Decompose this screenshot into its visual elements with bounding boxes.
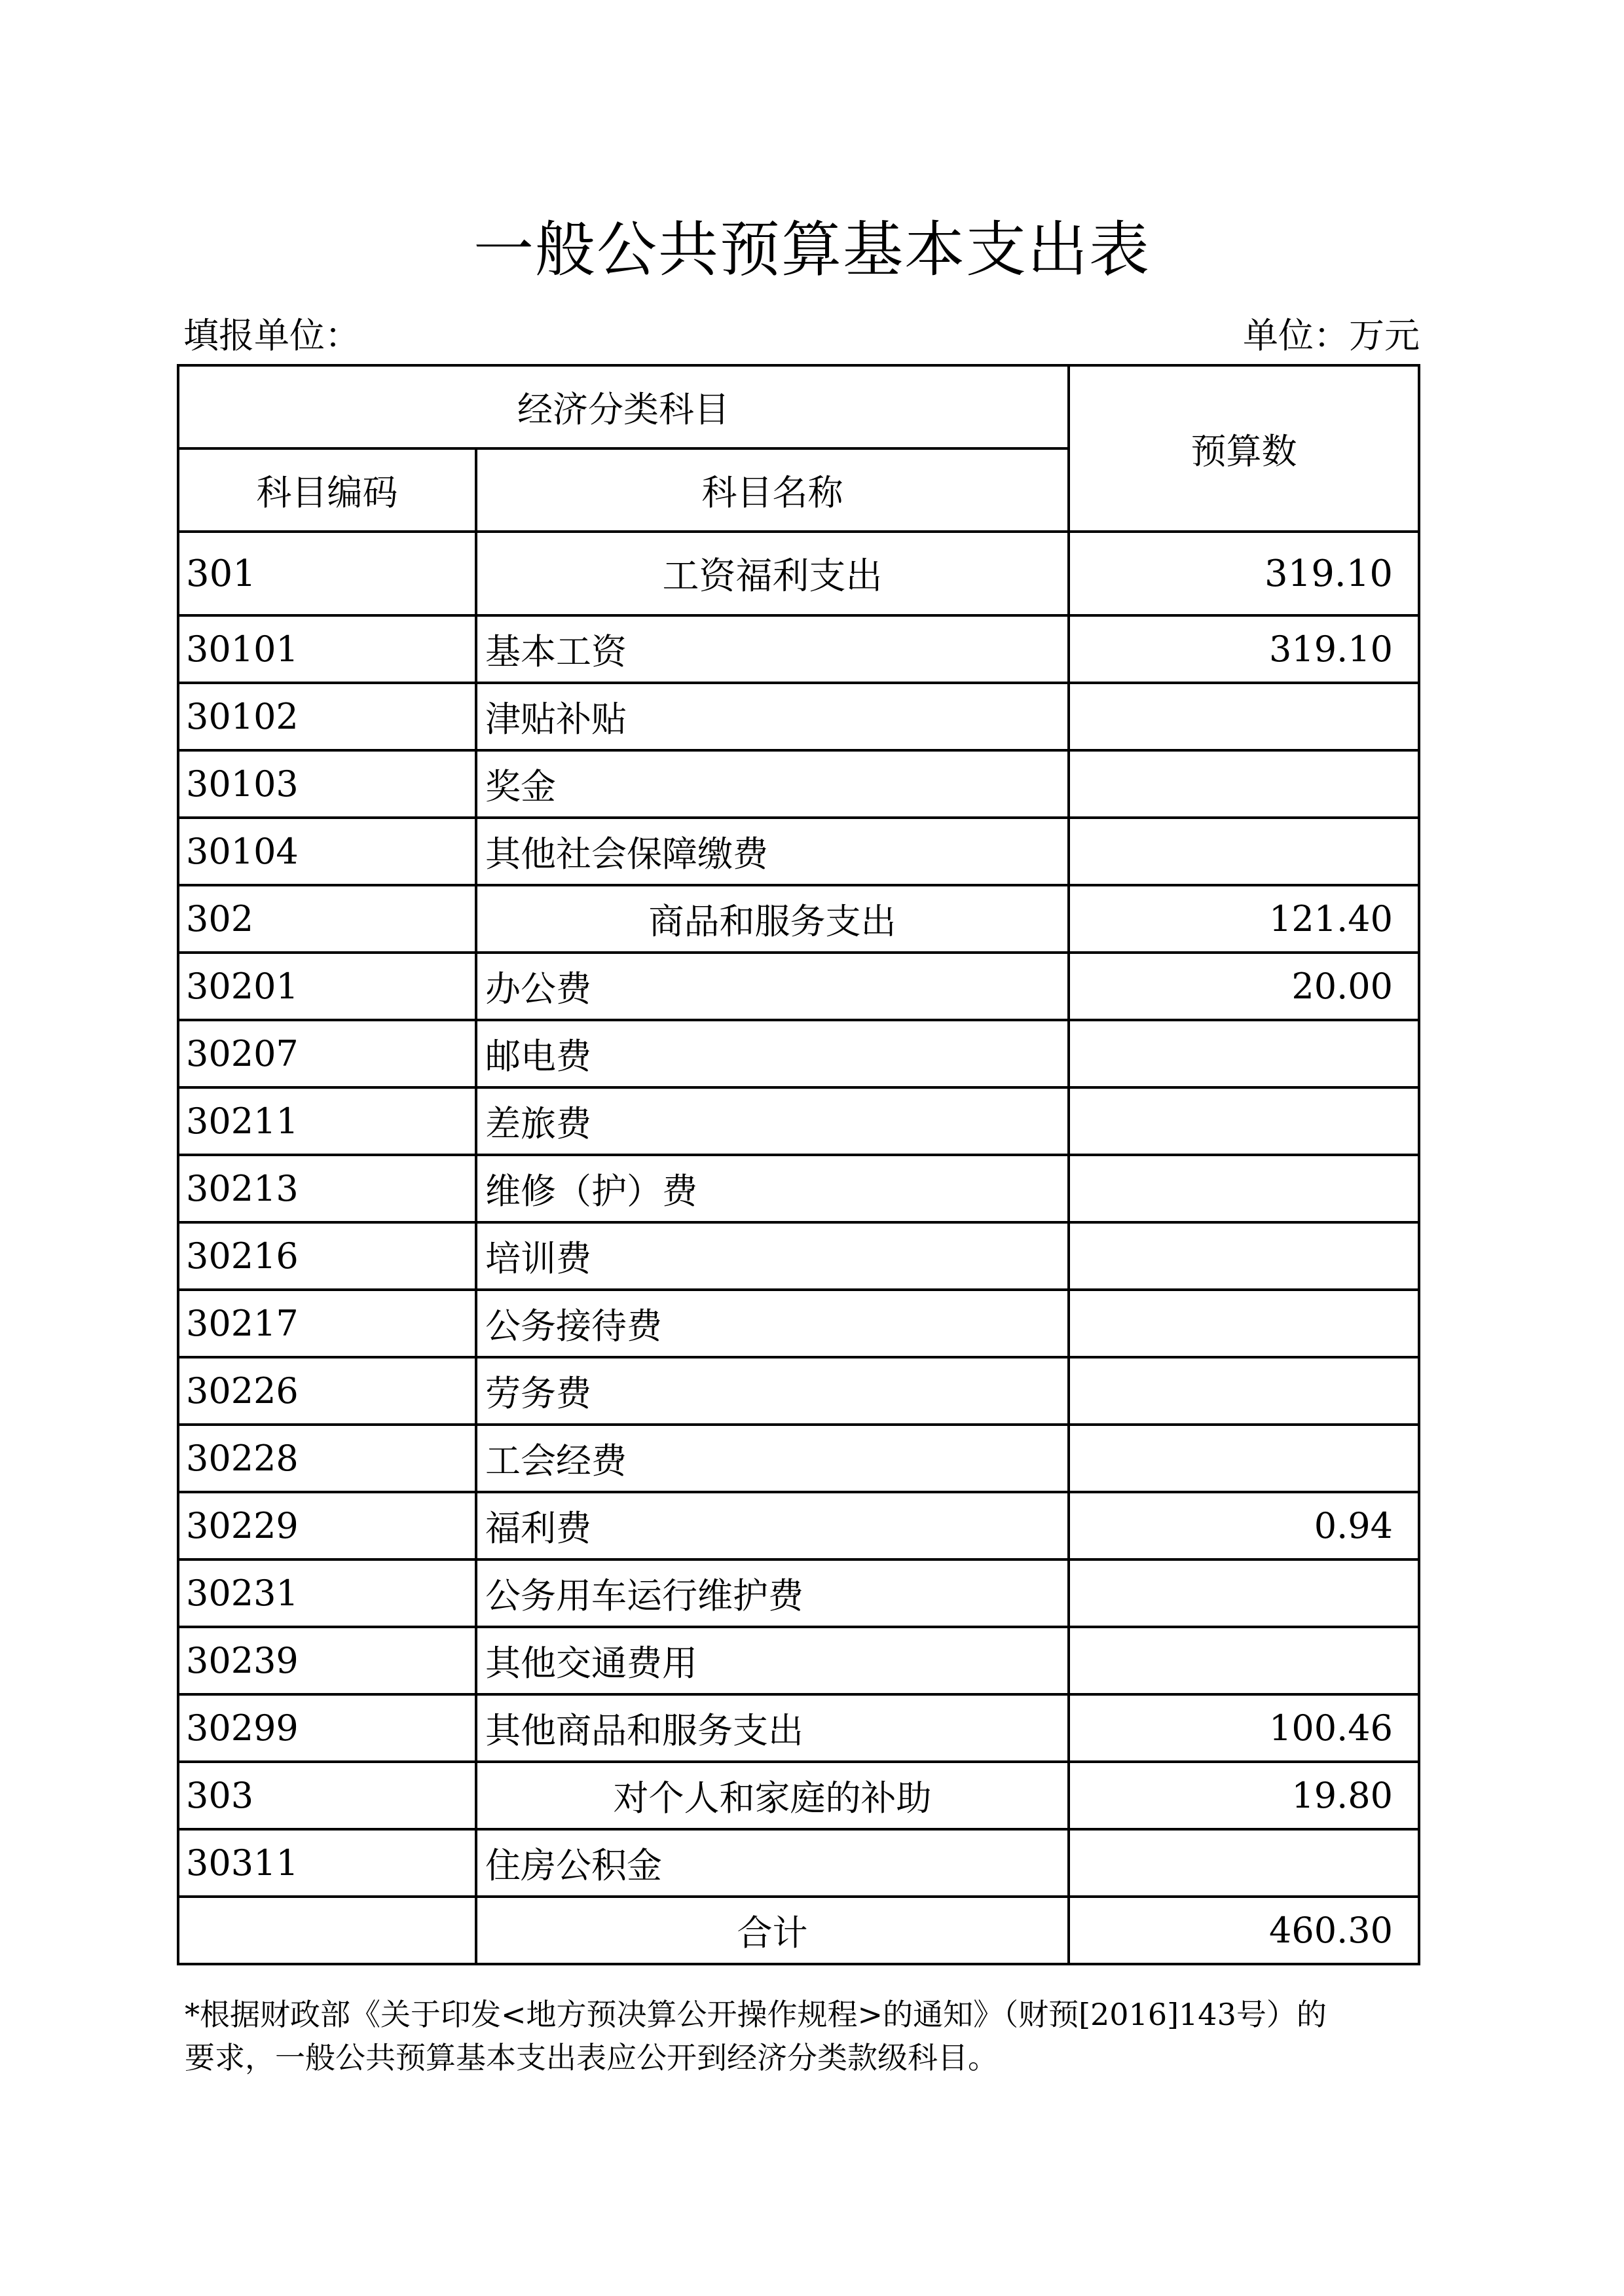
item-code: 30211 [178, 1087, 476, 1155]
item-amount [1069, 1627, 1419, 1694]
item-name: 工资福利支出 [476, 532, 1069, 615]
item-amount [1069, 1290, 1419, 1357]
item-code: 30213 [178, 1155, 476, 1222]
item-name: 公务用车运行维护费 [476, 1559, 1069, 1627]
item-amount [1069, 1425, 1419, 1492]
item-code: 30229 [178, 1492, 476, 1559]
table-row [178, 1425, 1419, 1492]
table-row [178, 953, 1419, 1020]
item-name: 工会经费 [476, 1425, 1069, 1492]
table-row [178, 1357, 1419, 1425]
item-amount: 121.40 [1069, 885, 1419, 953]
item-code: 30102 [178, 683, 476, 750]
item-amount: 100.46 [1069, 1694, 1419, 1762]
table-row [178, 1559, 1419, 1627]
table-row [178, 1222, 1419, 1290]
item-amount [1069, 818, 1419, 885]
footnote [185, 1993, 1429, 2079]
item-amount [1069, 1155, 1419, 1222]
item-name: 奖金 [476, 750, 1069, 818]
item-amount [1069, 1559, 1419, 1627]
table-row [178, 885, 1419, 953]
header-economic-classification: 经济分类科目 [178, 365, 1069, 448]
item-amount: 19.80 [1069, 1762, 1419, 1829]
table-row [178, 1155, 1419, 1222]
item-code: 30231 [178, 1559, 476, 1627]
item-name: 差旅费 [476, 1087, 1069, 1155]
table-row [178, 1492, 1419, 1559]
table-row [178, 750, 1419, 818]
table-row [178, 1694, 1419, 1762]
item-name: 维修（护）费 [476, 1155, 1069, 1222]
table-row [178, 615, 1419, 683]
item-name: 福利费 [476, 1492, 1069, 1559]
total-label: 合计 [476, 1897, 1069, 1964]
item-code: 30101 [178, 615, 476, 683]
table-row [178, 683, 1419, 750]
item-amount [1069, 683, 1419, 750]
table-row [178, 1087, 1419, 1155]
page-title: 一般公共预算基本支出表 [473, 215, 1151, 285]
item-code: 30226 [178, 1357, 476, 1425]
item-name: 办公费 [476, 953, 1069, 1020]
item-amount: 319.10 [1069, 532, 1419, 615]
header-item-code: 科目编码 [178, 448, 476, 532]
item-code: 303 [178, 1762, 476, 1829]
item-code: 30228 [178, 1425, 476, 1492]
item-name: 邮电费 [476, 1020, 1069, 1087]
item-code: 302 [178, 885, 476, 953]
item-name: 商品和服务支出 [476, 885, 1069, 953]
item-name: 对个人和家庭的补助 [476, 1762, 1069, 1829]
table-body [178, 532, 1419, 1964]
total-row [178, 1897, 1419, 1964]
item-code: 30217 [178, 1290, 476, 1357]
item-amount [1069, 1020, 1419, 1087]
item-name: 劳务费 [476, 1357, 1069, 1425]
item-code: 30103 [178, 750, 476, 818]
table-row [178, 1829, 1419, 1897]
item-code: 301 [178, 532, 476, 615]
item-code: 30239 [178, 1627, 476, 1694]
header-budget-amount: 预算数 [1069, 365, 1419, 532]
table-row [178, 1020, 1419, 1087]
table-row [178, 818, 1419, 885]
item-amount [1069, 1222, 1419, 1290]
item-code: 30104 [178, 818, 476, 885]
item-amount: 319.10 [1069, 615, 1419, 683]
item-name: 住房公积金 [476, 1829, 1069, 1897]
item-code: 30299 [178, 1694, 476, 1762]
table-row [178, 1290, 1419, 1357]
table-row [178, 1627, 1419, 1694]
item-name: 津贴补贴 [476, 683, 1069, 750]
item-code: 30311 [178, 1829, 476, 1897]
item-amount: 20.00 [1069, 953, 1419, 1020]
item-name: 基本工资 [476, 615, 1069, 683]
unit-label: 单位：万元 [1243, 315, 1420, 356]
item-name: 公务接待费 [476, 1290, 1069, 1357]
item-amount [1069, 750, 1419, 818]
item-amount [1069, 1829, 1419, 1897]
item-name: 其他社会保障缴费 [476, 818, 1069, 885]
item-name: 其他交通费用 [476, 1627, 1069, 1694]
item-code: 30216 [178, 1222, 476, 1290]
footnote-line-1: *根据财政部《关于印发<地方预决算公开操作规程>的通知》（财预[2016]143号）的 [185, 1997, 1327, 2032]
fill-unit-label: 填报单位： [183, 315, 360, 356]
item-amount: 0.94 [1069, 1492, 1419, 1559]
item-amount [1069, 1087, 1419, 1155]
item-name: 其他商品和服务支出 [476, 1694, 1069, 1762]
item-code: 30207 [178, 1020, 476, 1087]
item-name: 培训费 [476, 1222, 1069, 1290]
total-code [178, 1897, 476, 1964]
footnote-line-2: 要求，一般公共预算基本支出表应公开到经济分类款级科目。 [185, 2040, 998, 2075]
budget-table [177, 364, 1420, 1965]
item-amount [1069, 1357, 1419, 1425]
header-item-name: 科目名称 [476, 448, 1069, 532]
total-amount: 460.30 [1069, 1897, 1419, 1964]
table-row [178, 1762, 1419, 1829]
table-row [178, 532, 1419, 615]
item-code: 30201 [178, 953, 476, 1020]
